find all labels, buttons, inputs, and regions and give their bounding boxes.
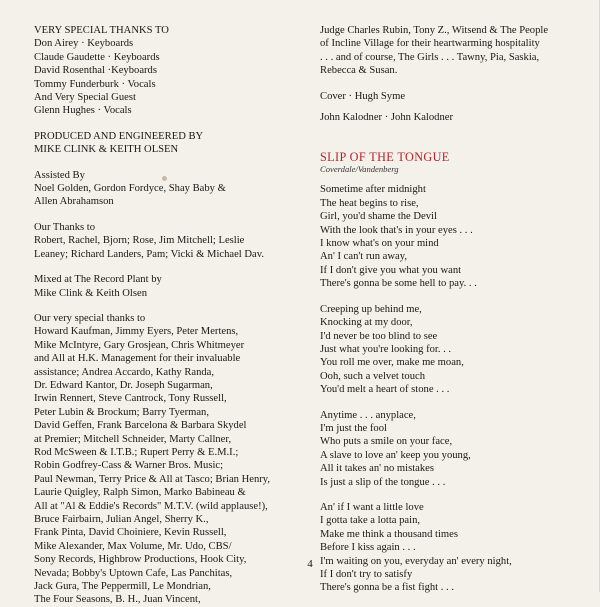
text-line: Mike Alexander, Max Volume, Mr. Udo, CBS/	[34, 540, 232, 552]
lyric-line: I'm just the fool	[320, 422, 387, 434]
spacer	[320, 103, 580, 111]
text-line: Laurie Quigley, Ralph Simon, Marko Babineau &	[34, 487, 246, 499]
songwriter-credit: Coverdale/Vandenberg	[320, 164, 399, 175]
thanks-block	[34, 24, 296, 118]
lyric-line: If I don't give you what you want	[320, 264, 462, 276]
lyric-line: If I don't try to satisfy	[320, 569, 413, 580]
lyric-line: Knocking at my door,	[320, 317, 413, 329]
continued-thanks-block	[320, 24, 580, 78]
lyric-line: Ooh, such a velvet touch	[320, 370, 426, 382]
lyric-line: All it takes an' no mistakes	[320, 463, 435, 475]
text-line: Frank Pinta, David Choiniere, Kevin Russell,	[34, 527, 227, 539]
text-line: David Geffen, Frank Barcelona & Barbara Skydel	[34, 420, 247, 432]
text-line: All at "Al & Eddie's Records" M.T.V. (wild applause!),	[34, 500, 268, 512]
text-line: Our Thanks to	[34, 221, 96, 233]
spacer	[320, 291, 580, 303]
text-line: Bruce Fairbairn, Julian Angel, Sherry K.,	[34, 514, 209, 525]
text-line: Sony Records, Highbrow Productions, Hook City,	[34, 554, 247, 566]
text-line: Jack Gura, The Peppermill, Le Mondrian,	[34, 581, 211, 593]
spacer	[320, 397, 580, 409]
text-line: Dr. Edward Kantor, Dr. Joseph Sugarman,	[34, 379, 213, 391]
text-line: Claude Gaudette · Keyboards	[34, 51, 160, 63]
text-line: Don Airey · Keyboards	[34, 38, 134, 50]
right-column	[320, 24, 580, 595]
lyric-line: Girl, you'd shame the Devil	[320, 211, 437, 223]
lyric-line: Who puts a smile on your face,	[320, 436, 453, 448]
lyric-line: I know what's on your mind	[320, 238, 439, 250]
our-thanks-block	[34, 221, 296, 261]
text-line: Judge Charles Rubin, Tony Z., Witsend & The People	[320, 25, 549, 36]
lyric-line: I gotta take a lotta pain,	[320, 515, 421, 527]
cover-credit: Cover · Hugh Syme	[320, 90, 406, 102]
lyric-line: There's gonna be some hell to pay. . .	[320, 278, 477, 290]
text-line: Robert, Rachel, Bjorn; Rose, Jim Mitchell; Leslie	[34, 235, 245, 247]
spacer	[34, 209, 296, 221]
spacer	[320, 124, 580, 150]
spacer	[320, 78, 580, 90]
special-thanks-block	[34, 312, 296, 607]
assisted-block	[34, 169, 296, 209]
lyric-line: An' I can't run away,	[320, 251, 407, 263]
spacer	[34, 118, 296, 130]
lyric-line: I'd never be too blind to see	[320, 330, 438, 342]
song-title: SLIP OF THE TONGUE	[320, 150, 450, 165]
text-line: MIKE CLINK & KEITH OLSEN	[34, 144, 179, 156]
produced-block	[34, 130, 296, 157]
spacer	[34, 261, 296, 273]
text-line: Paul Newman, Terry Price & All at Tasco; Brian Henry,	[34, 473, 271, 485]
text-line: Mixed at The Record Plant by	[34, 274, 162, 286]
lyrics-verse-3	[320, 409, 580, 489]
kalodner-credit: John Kalodner · John Kalodner	[320, 112, 453, 124]
text-line: . . . and of course, The Girls . . . Tawny, Pia, Saskia,	[320, 51, 540, 63]
spacer	[34, 157, 296, 169]
text-line: Robin Godfrey-Cass & Warner Bros. Music;	[34, 460, 224, 472]
lyric-line: Make me think a thousand times	[320, 528, 458, 540]
text-line: Assisted By	[34, 169, 85, 181]
left-column	[34, 24, 296, 607]
mixed-block	[34, 273, 296, 300]
lyric-line: You roll me over, make me moan,	[320, 357, 464, 369]
text-line: Our very special thanks to	[34, 312, 146, 324]
lyric-line: With the look that's in your eyes . . .	[320, 224, 473, 236]
spacer	[320, 489, 580, 501]
text-line: Rebecca & Susan.	[320, 65, 398, 77]
text-line: Howard Kaufman, Jimmy Eyers, Peter Mertens,	[34, 326, 239, 338]
text-line: and All at H.K. Management for their invaluable	[34, 353, 241, 365]
lyrics-verse-2	[320, 303, 580, 397]
text-line: The Four Seasons, B. H., Juan Vincent,	[34, 594, 201, 606]
spacer	[320, 175, 580, 183]
spacer	[34, 300, 296, 312]
paper-speck	[162, 176, 167, 181]
lyric-line: Is just a slip of the tongue . . .	[320, 476, 446, 488]
text-line: Rod McSween & I.T.B.; Rupert Perry & E.M.I.;	[34, 446, 239, 458]
lyric-line: Just what you're looking for. . .	[320, 343, 452, 355]
text-line: PRODUCED AND ENGINEERED BY	[34, 130, 204, 142]
text-line: at Premier; Mitchell Schneider, Marty Callner,	[34, 433, 232, 445]
text-line: Noel Golden, Gordon Fordyce, Shay Baby &	[34, 183, 226, 195]
lyric-line: A slave to love an' keep you young,	[320, 449, 471, 461]
text-line: Glenn Hughes · Vocals	[34, 105, 132, 117]
lyrics-verse-4	[320, 501, 580, 595]
text-line: assistance; Andrea Accardo, Kathy Randa,	[34, 366, 215, 378]
text-line: And Very Special Guest	[34, 92, 136, 104]
lyrics-verse-1	[320, 183, 580, 290]
text-line: Allen Abrahamson	[34, 196, 114, 208]
text-line: of Incline Village for their heartwarming hospitality	[320, 38, 540, 50]
lyric-line: There's gonna be a fist fight . . .	[320, 582, 454, 594]
page-number: 4	[307, 558, 313, 570]
text-line: Tommy Funderburk · Vocals	[34, 78, 156, 90]
text-line: Peter Lubin & Brockum; Barry Tyerman,	[34, 406, 209, 418]
lyric-line: I'm waiting on you, everyday an' every night,	[320, 555, 512, 567]
text-line: Mike Clink & Keith Olsen	[34, 287, 147, 299]
text-line: VERY SPECIAL THANKS TO	[34, 25, 169, 36]
text-line: David Rosenthal ·Keyboards	[34, 65, 157, 77]
lyric-line: An' if I want a little love	[320, 501, 424, 513]
lyric-line: Creeping up behind me,	[320, 303, 422, 315]
lyric-line: Sometime after midnight	[320, 184, 426, 196]
text-line: Leaney; Richard Landers, Pam; Vicki & Michael Dav.	[34, 248, 264, 260]
text-line: Irwin Rennert, Steve Cantrock, Tony Russell,	[34, 393, 227, 405]
lyric-line: You'd melt a heart of stone . . .	[320, 384, 450, 396]
lyric-line: Before I kiss again . . .	[320, 542, 416, 554]
lyric-line: The heat begins to rise,	[320, 197, 419, 209]
text-line: Mike McIntyre, Gary Grosjean, Chris Whitmeyer	[34, 339, 245, 351]
lyric-line: Anytime . . . anyplace,	[320, 409, 416, 421]
text-line: Nevada; Bobby's Uptown Cafe, Las Panchitas,	[34, 567, 233, 579]
